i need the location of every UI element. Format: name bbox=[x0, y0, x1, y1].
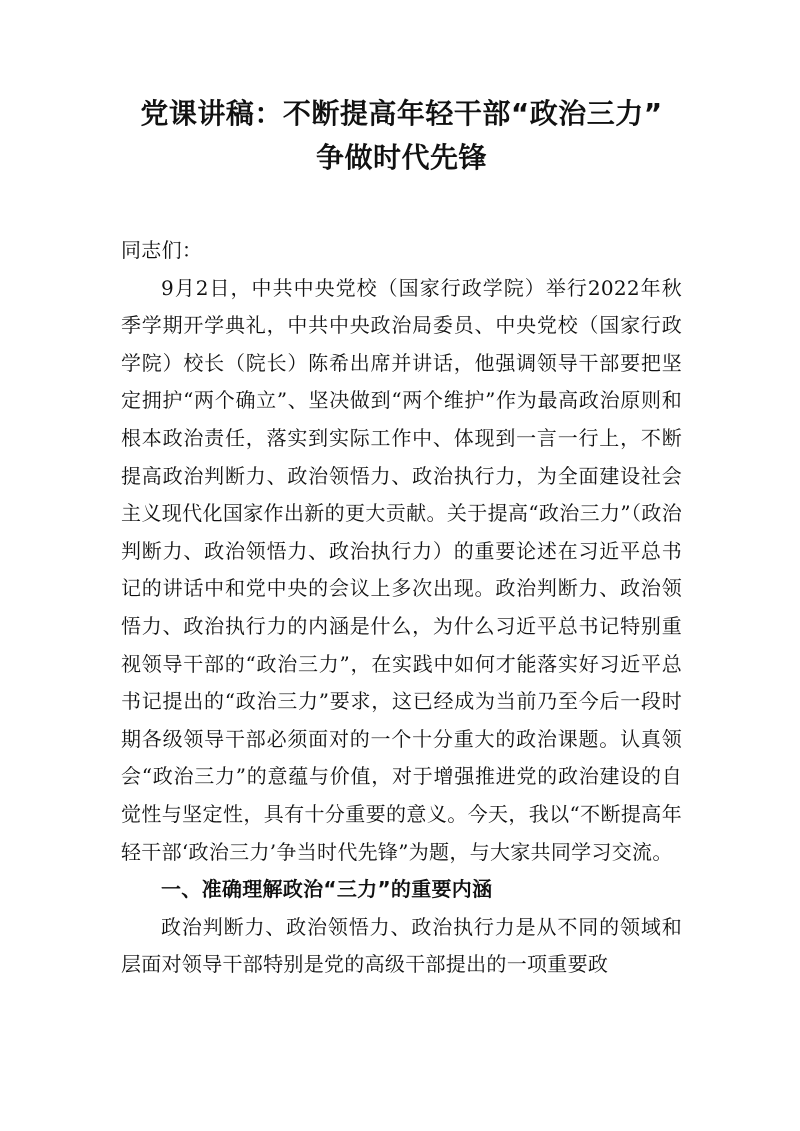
document-body bbox=[121, 232, 682, 984]
section-heading-1: 一、准确理解政治“三力”的重要内涵 bbox=[161, 877, 493, 902]
title-line-1: 党课讲稿：不断提高年轻干部“政治三力” bbox=[140, 97, 663, 130]
salutation: 同志们： bbox=[121, 238, 203, 262]
paragraph-intro: 9月2日，中共中央党校（国家行政学院）举行2022年秋季学期开学典礼，中共中央政治局委员、中央党校（国家行政学院）校长（院长）陈希出席并讲话，他强调领导干部要把坚定拥护“两个确立”、坚决做到“两个维护”作为最高政治原则和根本政治责任，落实到实际工作中、体现到一言一行上，不断提高政治判断力、政治领悟力、政治执行力，为全面建设社会主义现代化国家作出新的更大贡献。关于提高“政治三力”（政治判断力、政治领悟力、政治执行力）的重要论述在习近平总书记的讲话中和党中央的会议上多次出现。政治判断力、政治领悟力、政治执行力的内涵是什么，为什么习近平总书记特别重视领导干部的“政治三力”，在实践中如何才能落实好习近平总书记提出的“政治三力”要求，这已经成为当前乃至今后一段时期各级领导干部必须面对的一个十分重大的政治课题。认真领会“政治三力”的意蕴与价值，对于增强推进党的政治建设的自觉性与坚定性，具有十分重要的意义。今天，我以“不断提高年轻干部‘政治三力’争当时代先锋”为题，与大家共同学习交流。 bbox=[121, 275, 682, 864]
paragraph-section-1: 政治判断力、政治领悟力、政治执行力是从不同的领域和层面对领导干部特别是党的高级干部提出的一项重要政 bbox=[121, 914, 682, 977]
document-title bbox=[121, 92, 682, 180]
title-line-2: 争做时代先锋 bbox=[315, 141, 487, 174]
